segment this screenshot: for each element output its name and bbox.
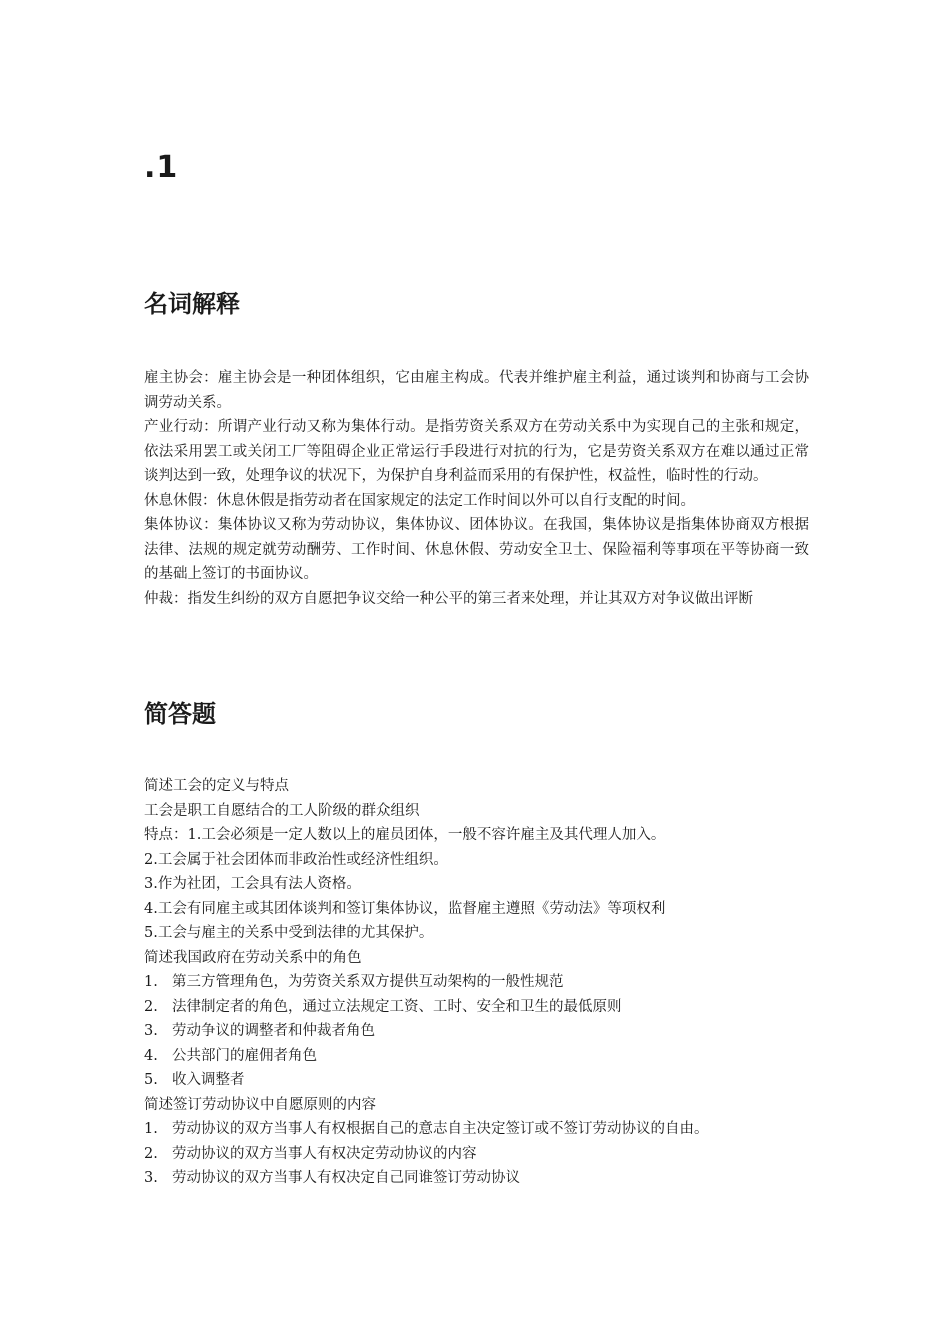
heading-number: .1	[144, 150, 179, 185]
list-item	[144, 970, 809, 995]
list-number: 5.	[144, 1072, 158, 1088]
list-item-text: 劳动协议的双方当事人有权决定劳动协议的内容	[172, 1145, 477, 1162]
term-paragraph: 集体协议：集体协议又称为劳动协议，集体协议、团体协议。在我国，集体协议是指集体协商双方根据法律、法规的规定就劳动酬劳、工作时间、休息休假、劳动安全卫士、保险福利等事项在平等协商一致的基础上签订的书面协议。	[144, 517, 809, 582]
term-paragraph: 产业行动：所谓产业行动又称为集体行动。是指劳资关系双方在劳动关系中为实现自己的主张和规定，依法采用罢工或关闭工厂等阻碍企业正常运行手段进行对抗的行为，它是劳资关系双方在难以通过正常谈判达到一致，处理争议的状况下，为保护自身利益而采用的有保护性，权益性，临时性的行动。	[144, 419, 809, 484]
section-title-short-answer: 简答题	[144, 700, 216, 728]
list-item-text: 公共部门的雇佣者角色	[172, 1047, 317, 1064]
question-title: 简述签订劳动协议中自愿原则的内容	[144, 1096, 376, 1113]
list-item	[144, 1019, 809, 1044]
list-item	[144, 995, 809, 1020]
answer-line: 4.工会有同雇主或其团体谈判和签订集体协议，监督雇主遵照《劳动法》等项权利	[144, 900, 666, 917]
list-number: 3.	[144, 1170, 158, 1186]
answer-line: 工会是职工自愿结合的工人阶级的群众组织	[144, 802, 420, 819]
list-number: 2.	[144, 1145, 158, 1162]
list-number: 3.	[144, 1023, 158, 1039]
term-paragraph: 雇主协会：雇主协会是一种团体组织，它由雇主构成。代表并维护雇主利益，通过谈判和协商与工会协调劳动关系。	[144, 370, 809, 411]
terms-section-body	[144, 366, 809, 611]
question-title: 简述我国政府在劳动关系中的角色	[144, 949, 362, 966]
answer-line: 特点：1.工会必须是一定人数以上的雇员团体，一般不容许雇主及其代理人加入。	[144, 827, 666, 843]
list-item-text: 劳动争议的调整者和仲裁者角色	[172, 1023, 375, 1039]
answer-line: 2.工会属于社会团体而非政治性或经济性组织。	[144, 851, 448, 868]
list-item	[144, 1044, 809, 1069]
list-item	[144, 1166, 809, 1191]
numbered-list	[144, 970, 809, 1093]
list-item-text: 第三方管理角色，为劳资关系双方提供互动架构的一般性规范	[172, 974, 564, 990]
list-number: 1.	[144, 974, 158, 990]
list-number: 2.	[144, 998, 158, 1015]
term-paragraph: 休息休假：休息休假是指劳动者在国家规定的法定工作时间以外可以自行支配的时间。	[144, 492, 695, 509]
section-title-terms: 名词解释	[144, 290, 240, 318]
list-item-text: 劳动协议的双方当事人有权决定自己同谁签订劳动协议	[172, 1170, 520, 1186]
question-title: 简述工会的定义与特点	[144, 778, 289, 794]
list-item	[144, 1142, 809, 1167]
list-item	[144, 1117, 809, 1142]
numbered-list	[144, 1117, 809, 1191]
list-item	[144, 1068, 809, 1093]
list-item-text: 法律制定者的角色，通过立法规定工资、工时、安全和卫生的最低原则	[172, 998, 622, 1015]
list-number: 1.	[144, 1121, 158, 1137]
list-item-text: 收入调整者	[172, 1072, 245, 1088]
short-answer-section-body	[144, 774, 809, 1191]
answer-line: 3.作为社团，工会具有法人资格。	[144, 876, 361, 892]
answer-line: 5.工会与雇主的关系中受到法律的尤其保护。	[144, 925, 434, 941]
list-item-text: 劳动协议的双方当事人有权根据自己的意志自主决定签订或不签订劳动协议的自由。	[172, 1121, 709, 1137]
term-paragraph: 仲裁：指发生纠纷的双方自愿把争议交给一种公平的第三者来处理，并让其双方对争议做出评断	[144, 590, 753, 607]
list-number: 4.	[144, 1047, 158, 1064]
